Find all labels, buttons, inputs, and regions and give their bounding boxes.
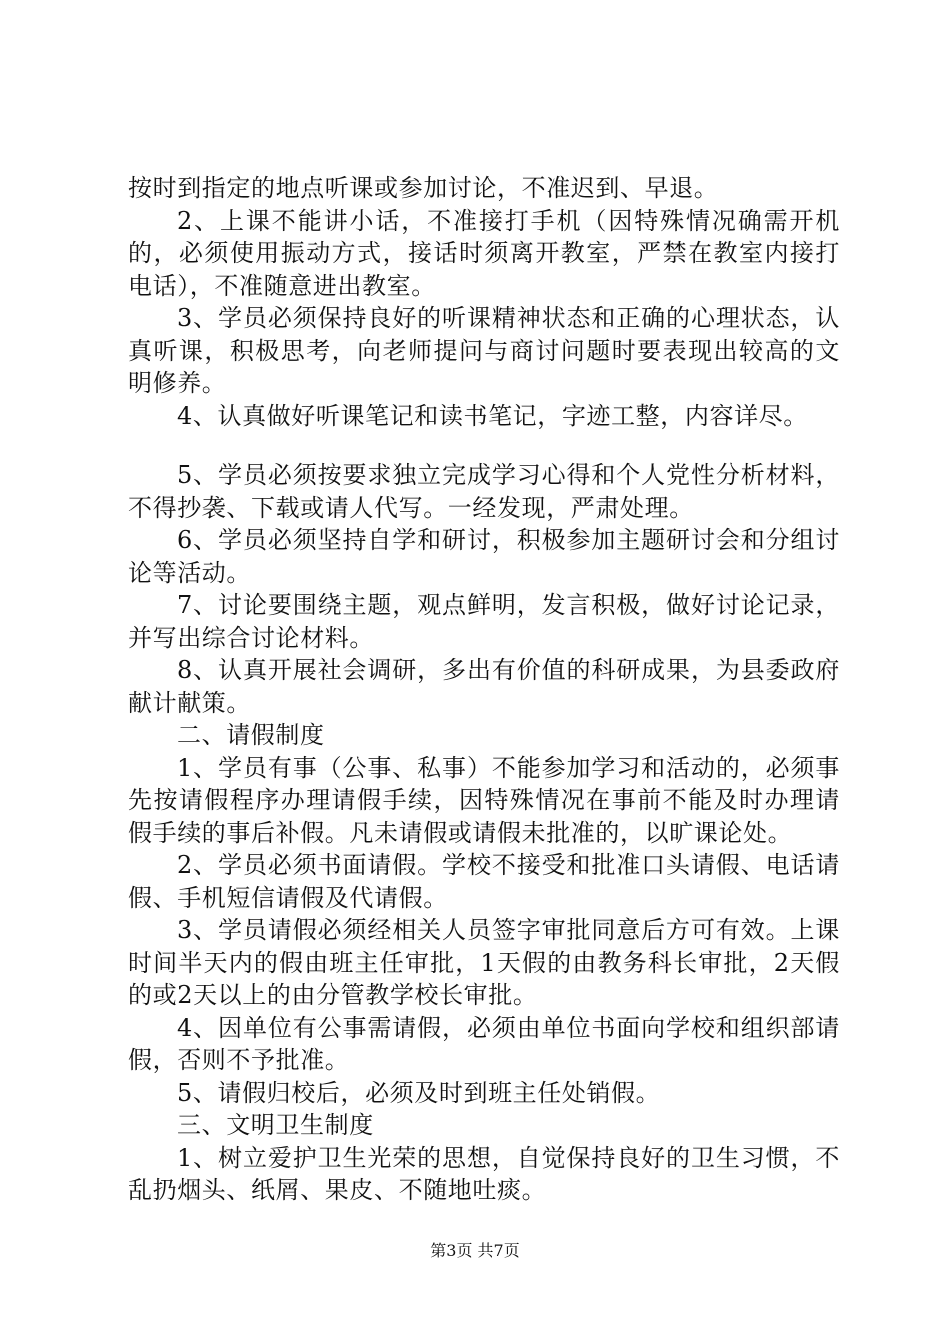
paragraph-hygiene-1: 1、树立爱护卫生光荣的思想，自觉保持良好的卫生习惯，不乱扔烟头、纸屑、果皮、不随地吐痰。 xyxy=(128,1143,840,1204)
page-number-footer: 第3页 共7页 xyxy=(430,1241,520,1260)
paragraph-rule-4: 4、认真做好听课笔记和读书笔记，字迹工整，内容详尽。 xyxy=(177,401,808,430)
paragraph-continuation: 按时到指定的地点听课或参加讨论，不准迟到、早退。 xyxy=(128,174,719,202)
paragraph-leave-2: 2、学员必须书面请假。学校不接受和批准口头请假、电话请假、手机短信请假及代请假。 xyxy=(128,851,840,912)
paragraph-leave-4: 4、因单位有公事需请假，必须由单位书面向学校和组织部请假，否则不予批准。 xyxy=(128,1013,840,1074)
paragraph-leave-5: 5、请假归校后，必须及时到班主任处销假。 xyxy=(177,1078,661,1107)
paragraph-rule-7: 7、讨论要围绕主题，观点鲜明，发言积极，做好讨论记录，并写出综合讨论材料。 xyxy=(128,591,840,652)
section-heading-hygiene: 三、文明卫生制度 xyxy=(177,1111,374,1139)
document-body xyxy=(128,172,840,1207)
paragraph-rule-2: 2、上课不能讲小话，不准接打手机（因特殊情况确需开机的，必须使用振动方式，接话时须离开教室，严禁在教室内接打电话），不准随意进出教室。 xyxy=(128,206,840,300)
paragraph-rule-8: 8、认真开展社会调研，多出有价值的科研成果，为县委政府献计献策。 xyxy=(128,656,840,717)
paragraph-rule-3: 3、学员必须保持良好的听课精神状态和正确的心理状态，认真听课，积极思考，向老师提问与商讨问题时要表现出较高的文明修养。 xyxy=(128,304,840,397)
paragraph-leave-1: 1、学员有事（公事、私事）不能参加学习和活动的，必须事先按请假程序办理请假手续，因特殊情况在事前不能及时办理请假手续的事后补假。凡未请假或请假未批准的，以旷课论处。 xyxy=(128,753,840,847)
section-heading-leave: 二、请假制度 xyxy=(177,721,325,749)
paragraph-rule-5: 5、学员必须按要求独立完成学习心得和个人党性分析材料，不得抄袭、下载或请人代写。一经发现，严肃处理。 xyxy=(128,461,840,522)
paragraph-rule-6: 6、学员必须坚持自学和研讨，积极参加主题研讨会和分组讨论等活动。 xyxy=(128,526,840,587)
paragraph-leave-3: 3、学员请假必须经相关人员签字审批同意后方可有效。上课时间半天内的假由班主任审批，1天假的由教务科长审批，2天假的或2天以上的由分管教学校长审批。 xyxy=(128,916,840,1009)
